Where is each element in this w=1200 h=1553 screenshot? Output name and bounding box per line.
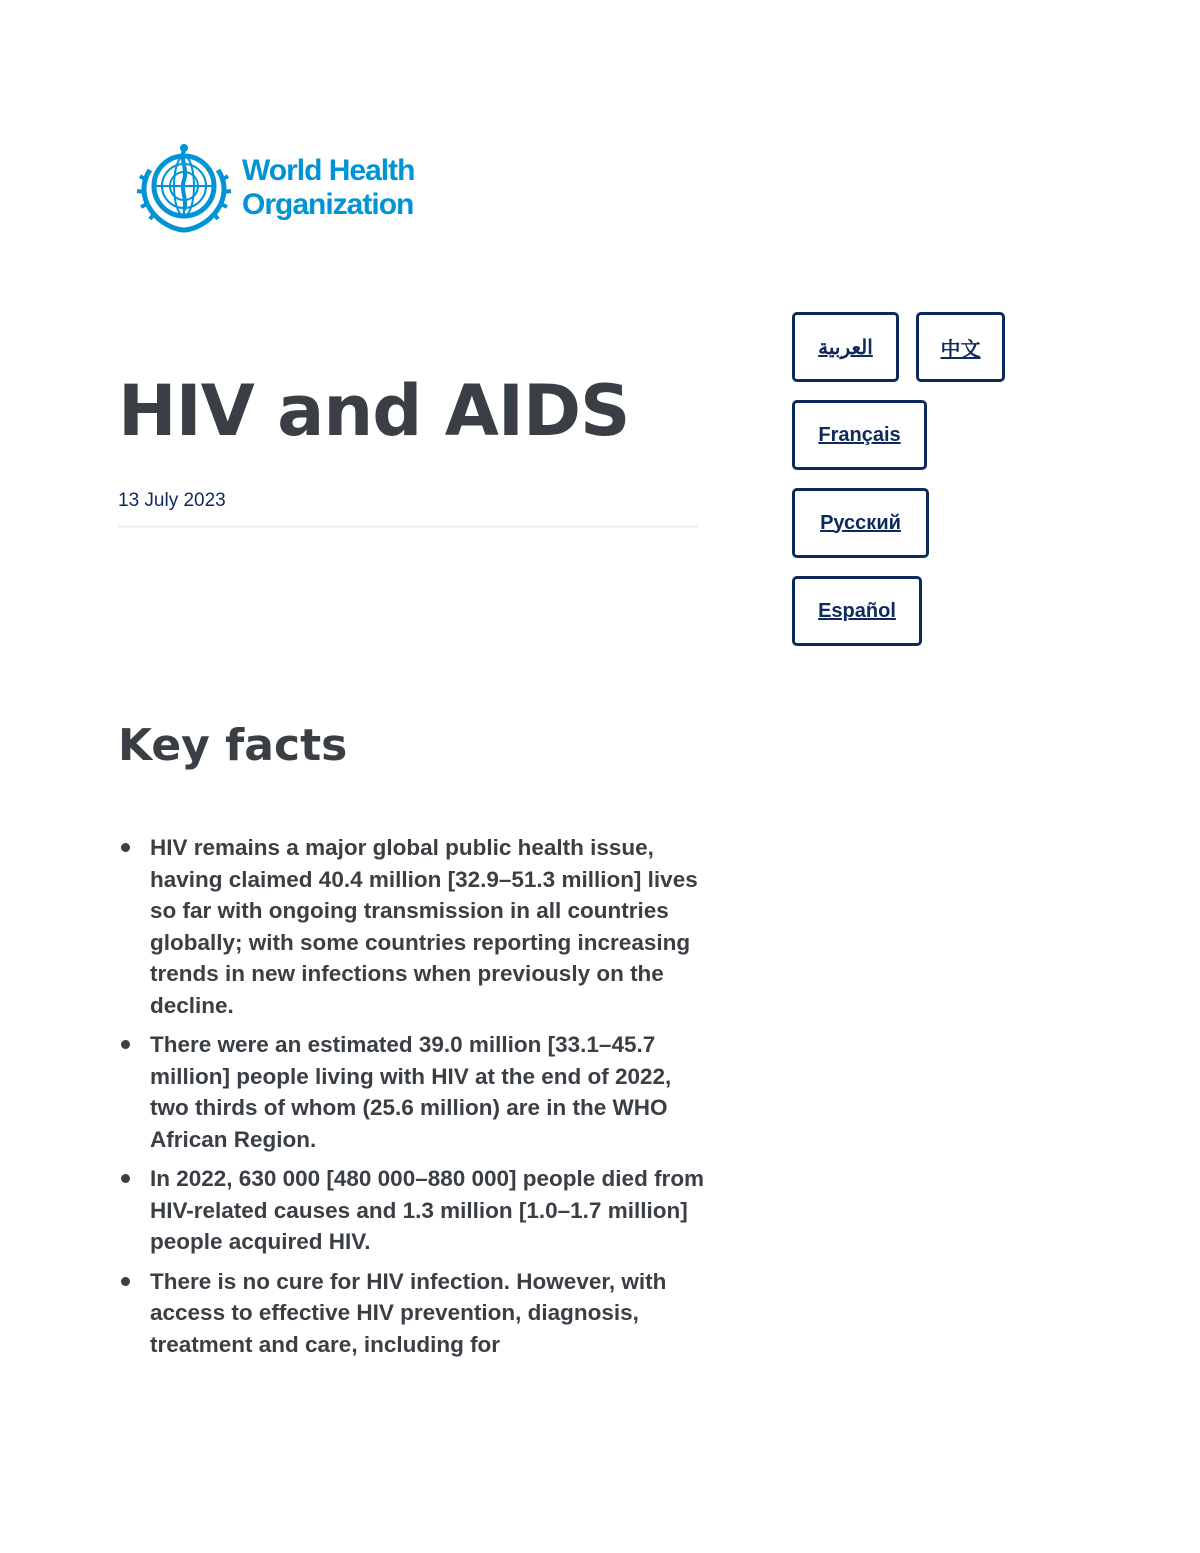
key-facts-heading: Key facts: [118, 720, 348, 771]
bullet-icon: [121, 843, 130, 852]
bullet-icon: [121, 1277, 130, 1286]
logo-line-2: Organization: [242, 188, 414, 221]
fact-text: There were an estimated 39.0 million [33.1–45.7 million] people living with HIV at the end of 2022, two thirds of whom (25.6 million) are in the WHO African Region.: [150, 1032, 672, 1152]
key-facts-list: [118, 832, 708, 1368]
publish-date: 13 July 2023: [118, 490, 226, 511]
page-title: HIV and AIDS: [118, 370, 630, 452]
list-item: [118, 1029, 708, 1155]
title-divider: [118, 525, 698, 528]
list-item: [118, 1163, 708, 1258]
language-button-chinese[interactable]: 中文: [916, 312, 1005, 382]
language-button-french[interactable]: Français: [792, 400, 927, 470]
list-item: [118, 832, 708, 1021]
fact-text: There is no cure for HIV infection. However, with access to effective HIV prevention, diagnosis, treatment and care, including for: [150, 1268, 667, 1357]
list-item: [118, 1266, 708, 1361]
fact-text: In 2022, 630 000 [480 000–880 000] people died from HIV-related causes and 1.3 million [1.0–1.7 million] people acquired HIV.: [150, 1166, 705, 1254]
language-button-arabic[interactable]: العربية: [792, 312, 899, 382]
fact-text: HIV remains a major global public health issue, having claimed 40.4 million [32.9–51.3 million] lives so far with ongoing transmission in all countries globally; with some countries reporting increasing trends in new infections when previously on the decline.: [150, 835, 698, 1018]
language-button-spanish[interactable]: Español: [792, 576, 922, 646]
bullet-icon: [121, 1040, 130, 1049]
bullet-icon: [121, 1174, 130, 1183]
language-button-russian[interactable]: Русский: [792, 488, 929, 558]
who-logo[interactable]: [130, 140, 414, 236]
who-emblem-icon: [130, 140, 238, 236]
who-wordmark: [242, 154, 414, 222]
logo-line-1: World Health: [242, 154, 415, 187]
